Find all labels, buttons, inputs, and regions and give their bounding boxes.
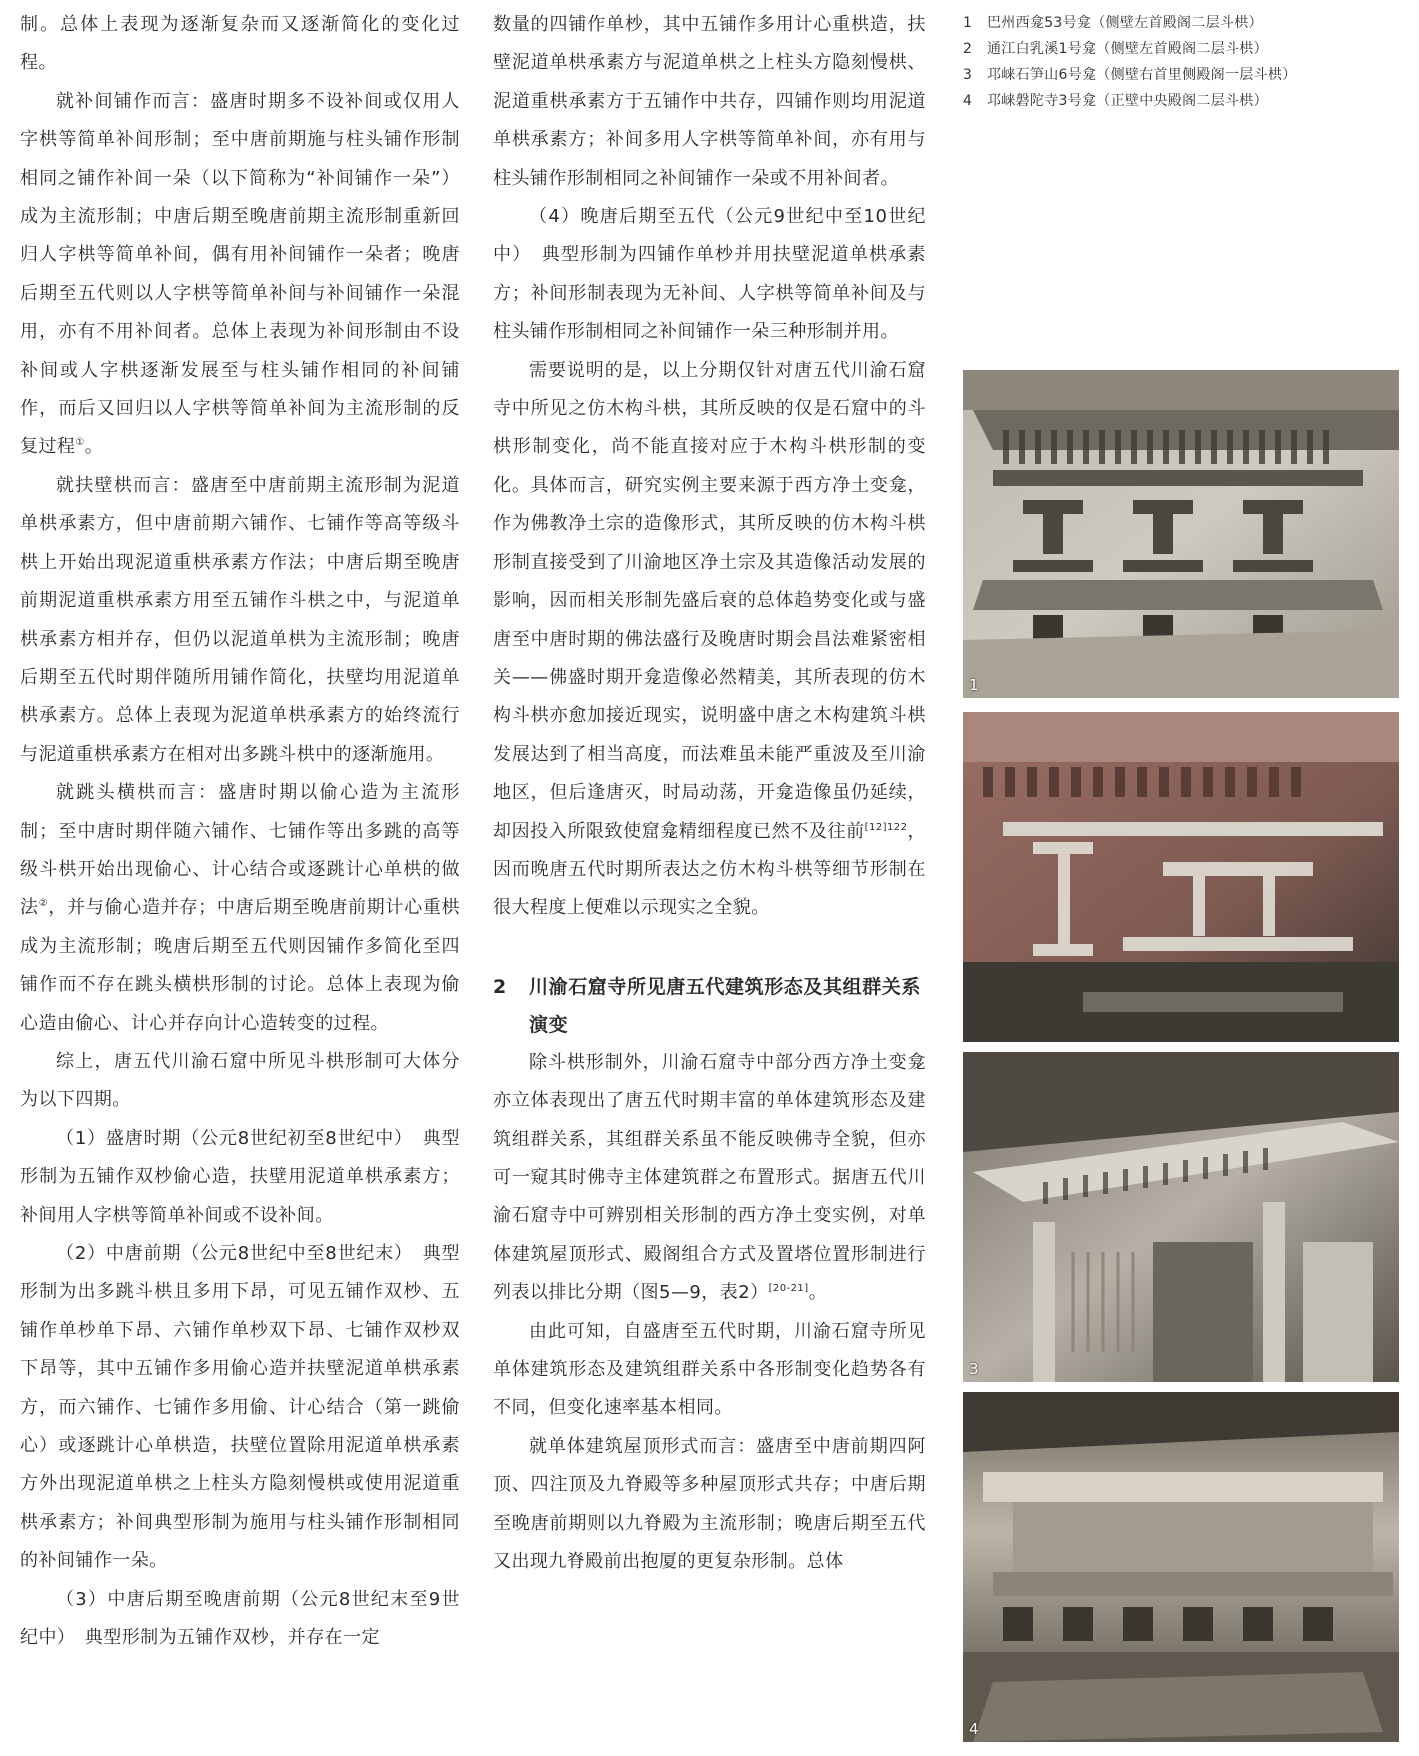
paragraph-note: 需要说明的是，以上分期仅针对唐五代川渝石窟寺中所见之仿木构斗栱，其所反映的仅是石窟中的斗栱形制变化，尚不能直接对应于木构斗栱形制的变化。具体而言，研究实例主要来源于西方净土变龛，作为佛教净土宗的造像形式，其所反映的仿木构斗栱形制直接受到了川渝地区净土宗及其造像活动发展的影响，因而相关形制先盛后衰的总体趋势变化或与盛唐至中唐时期的佛法盛行及晚唐时期会昌法难紧密相关——佛盛时期开龛造像必然精美，其所表现的仿木构斗栱亦愈加接近现实，说明盛中唐之木构建筑斗栱发展达到了相当高度，而法难虽未能严重波及至川渝地区，但后逢唐灭，时局动荡，开龛造像虽仍延续，却因投入所限致使窟龛精细程度已然不及往前$^{[12]122}$，因而晚唐五代时期所表达之仿木构斗栱等细节形制在很大程度上便难以示现实之全貌。 xyxy=(493,359,927,919)
paragraph-bracket-intercolumn: 就补间铺作而言：盛唐时期多不设补间或仅用人字栱等简单补间形制；至中唐前期施与柱头铺作形制相同之铺作补间一朵（以下简称为“补间铺作一朵”）成为主流形制；中唐后期至晚唐前期主流形制重新回归人字栱等简单补间，偶有用补间铺作一朵者；晚唐后期至五代则以人字栱等简单补间与补间铺作一朵混用，亦有不用补间者。总体上表现为补间形制由不设补间或人字栱逐渐发展至与柱头铺作相同的补间铺作，而后又回归以人字栱等简单补间为主流形制的反复过程①。 xyxy=(20,90,460,458)
middle-text-column xyxy=(493,6,926,1581)
figure-captions xyxy=(963,10,1403,114)
section-title: 川渝石窟寺所见唐五代建筑形态及其组群关系演变 xyxy=(529,975,922,1036)
footnote-marker: ② xyxy=(38,898,49,910)
plate-number: 4 xyxy=(969,1720,979,1738)
paragraph: 数量的四铺作单杪，其中五铺作多用计心重栱造，扶壁泥道单栱承素方与泥道单栱之上柱头方隐刻慢栱、泥道重栱承素方于五铺作中共存，四铺作则均用泥道单栱承素方；补间多用人字栱等简单补间，亦有用与柱头铺作形制相同之补间铺作一朵或不用补间者。 xyxy=(493,14,926,189)
paragraph-period-1: （1）盛唐时期（公元8世纪初至8世纪中） 典型形制为五铺作双杪偷心造，扶壁用泥道单栱承素方；补间用人字栱等简单补间或不设补间。 xyxy=(20,1127,460,1226)
carved-hall-eave-photo-icon xyxy=(963,1052,1399,1382)
plate-number: 3 xyxy=(969,1360,979,1378)
citation-marker: [12]122 xyxy=(864,821,908,833)
paragraph-period-3: （3）中唐后期至晚唐前期（公元8世纪末至9世纪中） 典型形制为五铺作双杪，并存在一定 xyxy=(20,1588,460,1649)
caption-item: 4 邛崃磐陀寺3号龛（正壁中央殿阁二层斗栱） xyxy=(963,93,1268,109)
paragraph-roof-form: 就单体建筑屋顶形式而言：盛唐至中唐前期四阿顶、四注顶及九脊殿等多种屋顶形式共存；中唐后期至晚唐前期则以九脊殿为主流形制；晚唐后期至五代又出现九脊殿前出抱厦的更复杂形制。总体 xyxy=(493,1435,926,1573)
paragraph: 制。总体上表现为逐渐复杂而又逐渐简化的变化过程。 xyxy=(20,14,460,74)
paragraph-period-4: （4）晚唐后期至五代（公元9世纪中至10世纪中） 典型形制为四铺作单杪并用扶壁泥道单栱承素方；补间形制表现为无补间、人字栱等简单补间及与柱头铺作形制相同之补间铺作一朵三种形制并用。 xyxy=(493,206,926,343)
paragraph: 由此可知，自盛唐至五代时期，川渝石窟寺所见单体建筑形态及建筑组群关系中各形制变化趋势各有不同，但变化速率基本相同。 xyxy=(493,1320,926,1419)
paragraph-crossarm: 就跳头横栱而言：盛唐时期以偷心造为主流形制；至中唐时期伴随六铺作、七铺作等出多跳的高等级斗栱开始出现偷心、计心结合或逐跳计心单栱的做法②，并与偷心造并存；中唐后期至晚唐前期计心重栱成为主流形制；晚唐后期至五代则因铺作多简化至四铺作而不存在跳头横栱形制的讨论。总体上表现为偷心造由偷心、计心并存向计心造转变的过程。 xyxy=(20,782,460,1034)
carved-hall-platform-photo-icon xyxy=(963,1392,1399,1742)
figure-photo-4 xyxy=(963,1392,1399,1742)
paragraph-section-intro: 除斗栱形制外，川渝石窟寺中部分西方净土变龛亦立体表现出了唐五代时期丰富的单体建筑形态及建筑组群关系，其组群关系虽不能反映佛寺全貌，但亦可一窥其时佛寺主体建筑群之布置形式。据唐五代川渝石窟寺中可辨别相关形制的西方净土变实例，对单体建筑屋顶形式、殿阁组合方式及置塔位置形制进行列表以排比分期（图5—9，表2）[20-21]。 xyxy=(493,1051,926,1304)
paragraph-wall-bracket: 就扶壁栱而言：盛唐至中唐前期主流形制为泥道单栱承素方，但中唐前期六铺作、七铺作等高等级斗栱上开始出现泥道重栱承素方作法；中唐后期至晚唐前期泥道重栱承素方用至五铺作斗栱之中，与泥道单栱承素方相并存，但仍以泥道单栱为主流形制；晚唐后期至五代时期伴随所用铺作简化，扶壁均用泥道单栱承素方。总体上表现为泥道单栱承素方的始终流行与泥道重栱承素方在相对出多跳斗栱中的逐渐施用。 xyxy=(20,474,460,765)
figure-photo-1 xyxy=(963,370,1399,698)
caption-item: 1 巴州西龛53号龛（侧壁左首殿阁二层斗栱） xyxy=(963,15,1263,31)
figure-photo-3 xyxy=(963,1052,1399,1382)
caption-item: 3 邛崃石笋山6号龛（侧壁右首里侧殿阁一层斗栱） xyxy=(963,67,1297,83)
figure-photo-2 xyxy=(963,712,1399,1042)
citation-marker: [20-21] xyxy=(768,1283,809,1295)
left-text-column xyxy=(20,6,460,1657)
plate-number: 1 xyxy=(969,676,979,694)
carved-bracket-set-photo-icon xyxy=(963,370,1399,698)
section-heading xyxy=(493,968,926,1044)
carved-bracket-set-photo-icon xyxy=(963,712,1399,1042)
caption-item: 2 通江白乳溪1号龛（侧壁左首殿阁二层斗栱） xyxy=(963,41,1268,57)
footnote-marker: ① xyxy=(75,437,85,449)
paragraph-period-2: （2）中唐前期（公元8世纪中至8世纪末） 典型形制为出多跳斗栱且多用下昂，可见五铺作双杪、五铺作单杪单下昂、六铺作单杪双下昂、七铺作双杪双下昂等，其中五铺作多用偷心造并扶壁泥道单栱承素方，而六铺作、七铺作多用偷、计心结合（第一跳偷心）或逐跳计心单栱造，扶壁位置除用泥道单栱承素方外出现泥道单栱之上柱头方隐刻慢栱或使用泥道重栱承素方；补间典型形制为施用与柱头铺作形制相同的补间铺作一朵。 xyxy=(20,1243,460,1572)
section-number: 2 xyxy=(493,975,507,998)
paragraph-summary: 综上，唐五代川渝石窟中所见斗栱形制可大体分为以下四期。 xyxy=(20,1050,460,1111)
